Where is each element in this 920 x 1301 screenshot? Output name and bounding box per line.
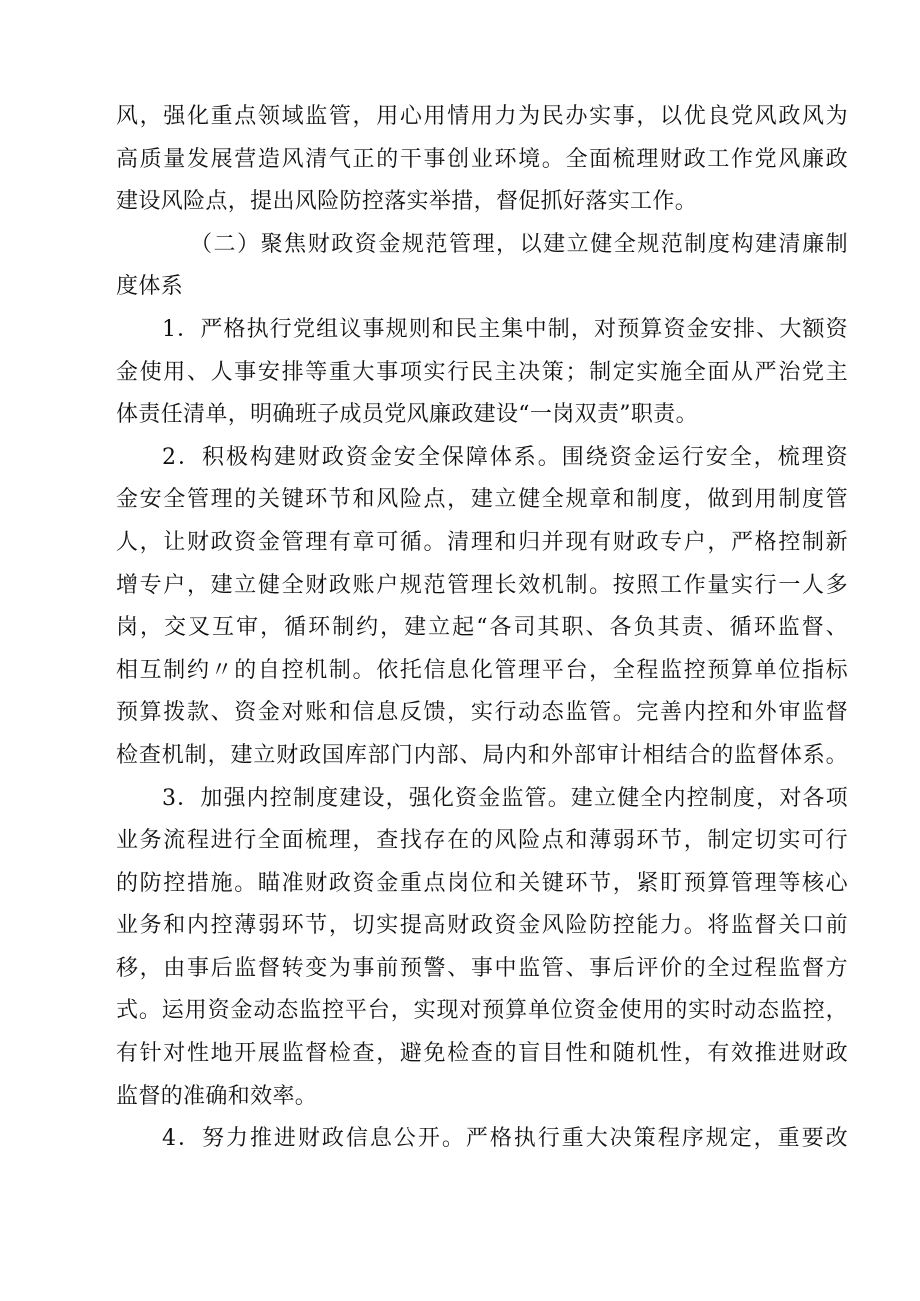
text-line: 式。运用资金动态监控平台，实现对预算单位资金使用的实时动态监控， <box>116 998 848 1024</box>
text-line: 风，强化重点领域监管，用心用情用力为民办实事，以优良党风政风为 <box>116 104 848 129</box>
text-line: 建设风险点，提出风险防控落实举措，督促抓好落实工作。 <box>116 189 698 215</box>
text-line: 人，让财政资金管理有章可循。清理和归并现有财政专户，严格控制新 <box>116 529 848 555</box>
numbered-item-line: 1．严格执行党组议事规则和民主集中制，对预算资金安排、大额资 <box>162 316 848 342</box>
text-line: 业务流程进行全面梳理，查找存在的风险点和薄弱环节，制定切实可行 <box>116 828 848 854</box>
text-line: 有针对性地开展监督检查，避免检查的盲目性和随机性，有效推进财政 <box>116 1041 848 1067</box>
numbered-item-line: 4．努力推进财政信息公开。严格执行重大决策程序规定，重要改 <box>162 1126 848 1152</box>
section-heading-line: （二）聚焦财政资金规范管理，以建立健全规范制度构建清廉制 <box>190 231 848 257</box>
text-line: 的防控措施。瞄准财政资金重点岗位和关键环节，紧盯预算管理等核心 <box>116 870 848 896</box>
text-line: 业务和内控薄弱环节，切实提高财政资金风险防控能力。将监督关口前 <box>116 913 848 939</box>
text-line: 预算拨款、资金对账和信息反馈，实行动态监管。完善内控和外审监督 <box>116 700 848 726</box>
text-line: 体责任清单，明确班子成员党风廉政建设“一岗双责”职责。 <box>116 402 698 428</box>
document-body <box>116 96 848 1161</box>
text-line: 检查机制，建立财政国库部门内部、局内和外部审计相结合的监督体系。 <box>116 742 848 768</box>
text-line: 增专户，建立健全财政账户规范管理长效机制。按照工作量实行一人多 <box>116 572 848 598</box>
numbered-item-line: 2．积极构建财政资金安全保障体系。围绕资金运行安全，梳理资 <box>162 444 848 470</box>
text-line: 金安全管理的关键环节和风险点，建立健全规章和制度，做到用制度管 <box>116 487 848 513</box>
text-line: 岗，交叉互审，循环制约，建立起“各司其职、各负其责、循环监督、 <box>116 615 848 641</box>
section-heading-line: 度体系 <box>116 274 184 300</box>
text-line: 金使用、人事安排等重大事项实行民主决策；制定实施全面从严治党主 <box>116 359 848 385</box>
text-line: 相互制约〃的自控机制。依托信息化管理平台，全程监控预算单位指标 <box>116 657 848 683</box>
text-line: 移，由事后监督转变为事前预警、事中监管、事后评价的全过程监督方 <box>116 955 848 981</box>
numbered-item-line: 3．加强内控制度建设，强化资金监管。建立健全内控制度，对各项 <box>162 785 848 811</box>
text-line: 高质量发展营造风清气正的干事创业环境。全面梳理财政工作党风廉政 <box>116 146 848 172</box>
text-line: 监督的准确和效率。 <box>116 1083 318 1109</box>
